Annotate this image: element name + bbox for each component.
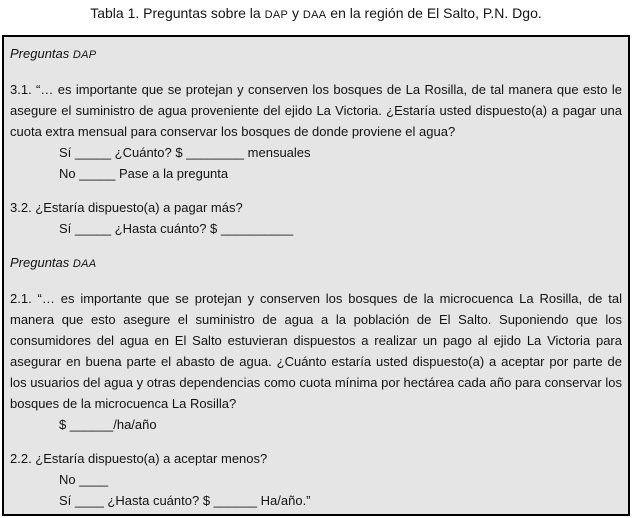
daa-header-text: Preguntas bbox=[10, 255, 73, 270]
daa-section-header bbox=[10, 252, 622, 275]
question-3-2-yes-line: Sí _____ ¿Hasta cuánto? $ __________ bbox=[59, 221, 294, 236]
caption-text-mid: y bbox=[288, 5, 303, 21]
caption-text-pre: Tabla 1. Preguntas sobre la bbox=[90, 5, 265, 21]
blank-line bbox=[10, 239, 622, 252]
question-2-1-amount-line: $ ______/ha/año bbox=[59, 417, 157, 432]
question-2-1-text: 2.1. “… es importante que se protejan y conserven los bosques de la microcuenca La Rosilla, de tal manera que esto asegure el suministro de agua a la población de El Salto. Suponiendo que los consumidores del agua en El Salto estuvieran dispuestos a realizar un pago al ejido La Victoria para asegurar en buena parte el abasto de agua. ¿Cuánto estaría usted dispuesto(a) a aceptar por parte de los usuarios del agua y otras dependencias como cuota mínima por hectárea cada año para conservar los bosques de la microcuenca La Rosilla? bbox=[10, 291, 622, 411]
questions-box bbox=[2, 35, 630, 516]
question-2-2-text: 2.2. ¿Estaría dispuesto(a) a aceptar menos? bbox=[10, 451, 268, 466]
blank-line bbox=[10, 184, 622, 197]
question-3-1-no-line: No _____ Pase a la pregunta bbox=[59, 166, 229, 181]
question-2-2-yes-line: Sí ____ ¿Hasta cuánto? $ ______ Ha/año.” bbox=[59, 493, 311, 508]
caption-text-post: en la región de El Salto, P.N. Dgo. bbox=[326, 5, 542, 21]
daa-header-acronym: DAA bbox=[72, 258, 97, 270]
blank-line bbox=[10, 435, 622, 448]
caption-daa-acronym: DAA bbox=[302, 9, 327, 21]
question-3-1-text: 3.1. “… es importante que se protejan y conserven los bosques de La Rosilla, de tal manera que esto le asegure el suministro de agua proveniente del ejido La Victoria. ¿Estaría usted dispuesto(a) a pagar una cuota extra mensual para conservar los bosques de donde proviene el agua? bbox=[10, 82, 622, 139]
table-caption bbox=[0, 0, 632, 24]
dap-header-text: Preguntas bbox=[10, 46, 73, 61]
dap-header-acronym: DAP bbox=[72, 49, 97, 61]
caption-dap-acronym: DAP bbox=[264, 9, 289, 21]
question-3-2-text: 3.2. ¿Estaría dispuesto(a) a pagar más? bbox=[10, 200, 243, 215]
dap-section-header bbox=[10, 43, 622, 66]
question-3-1-yes-line: Sí _____ ¿Cuánto? $ ________ mensuales bbox=[59, 145, 311, 160]
question-2-2-no-line: No ____ bbox=[59, 472, 109, 487]
